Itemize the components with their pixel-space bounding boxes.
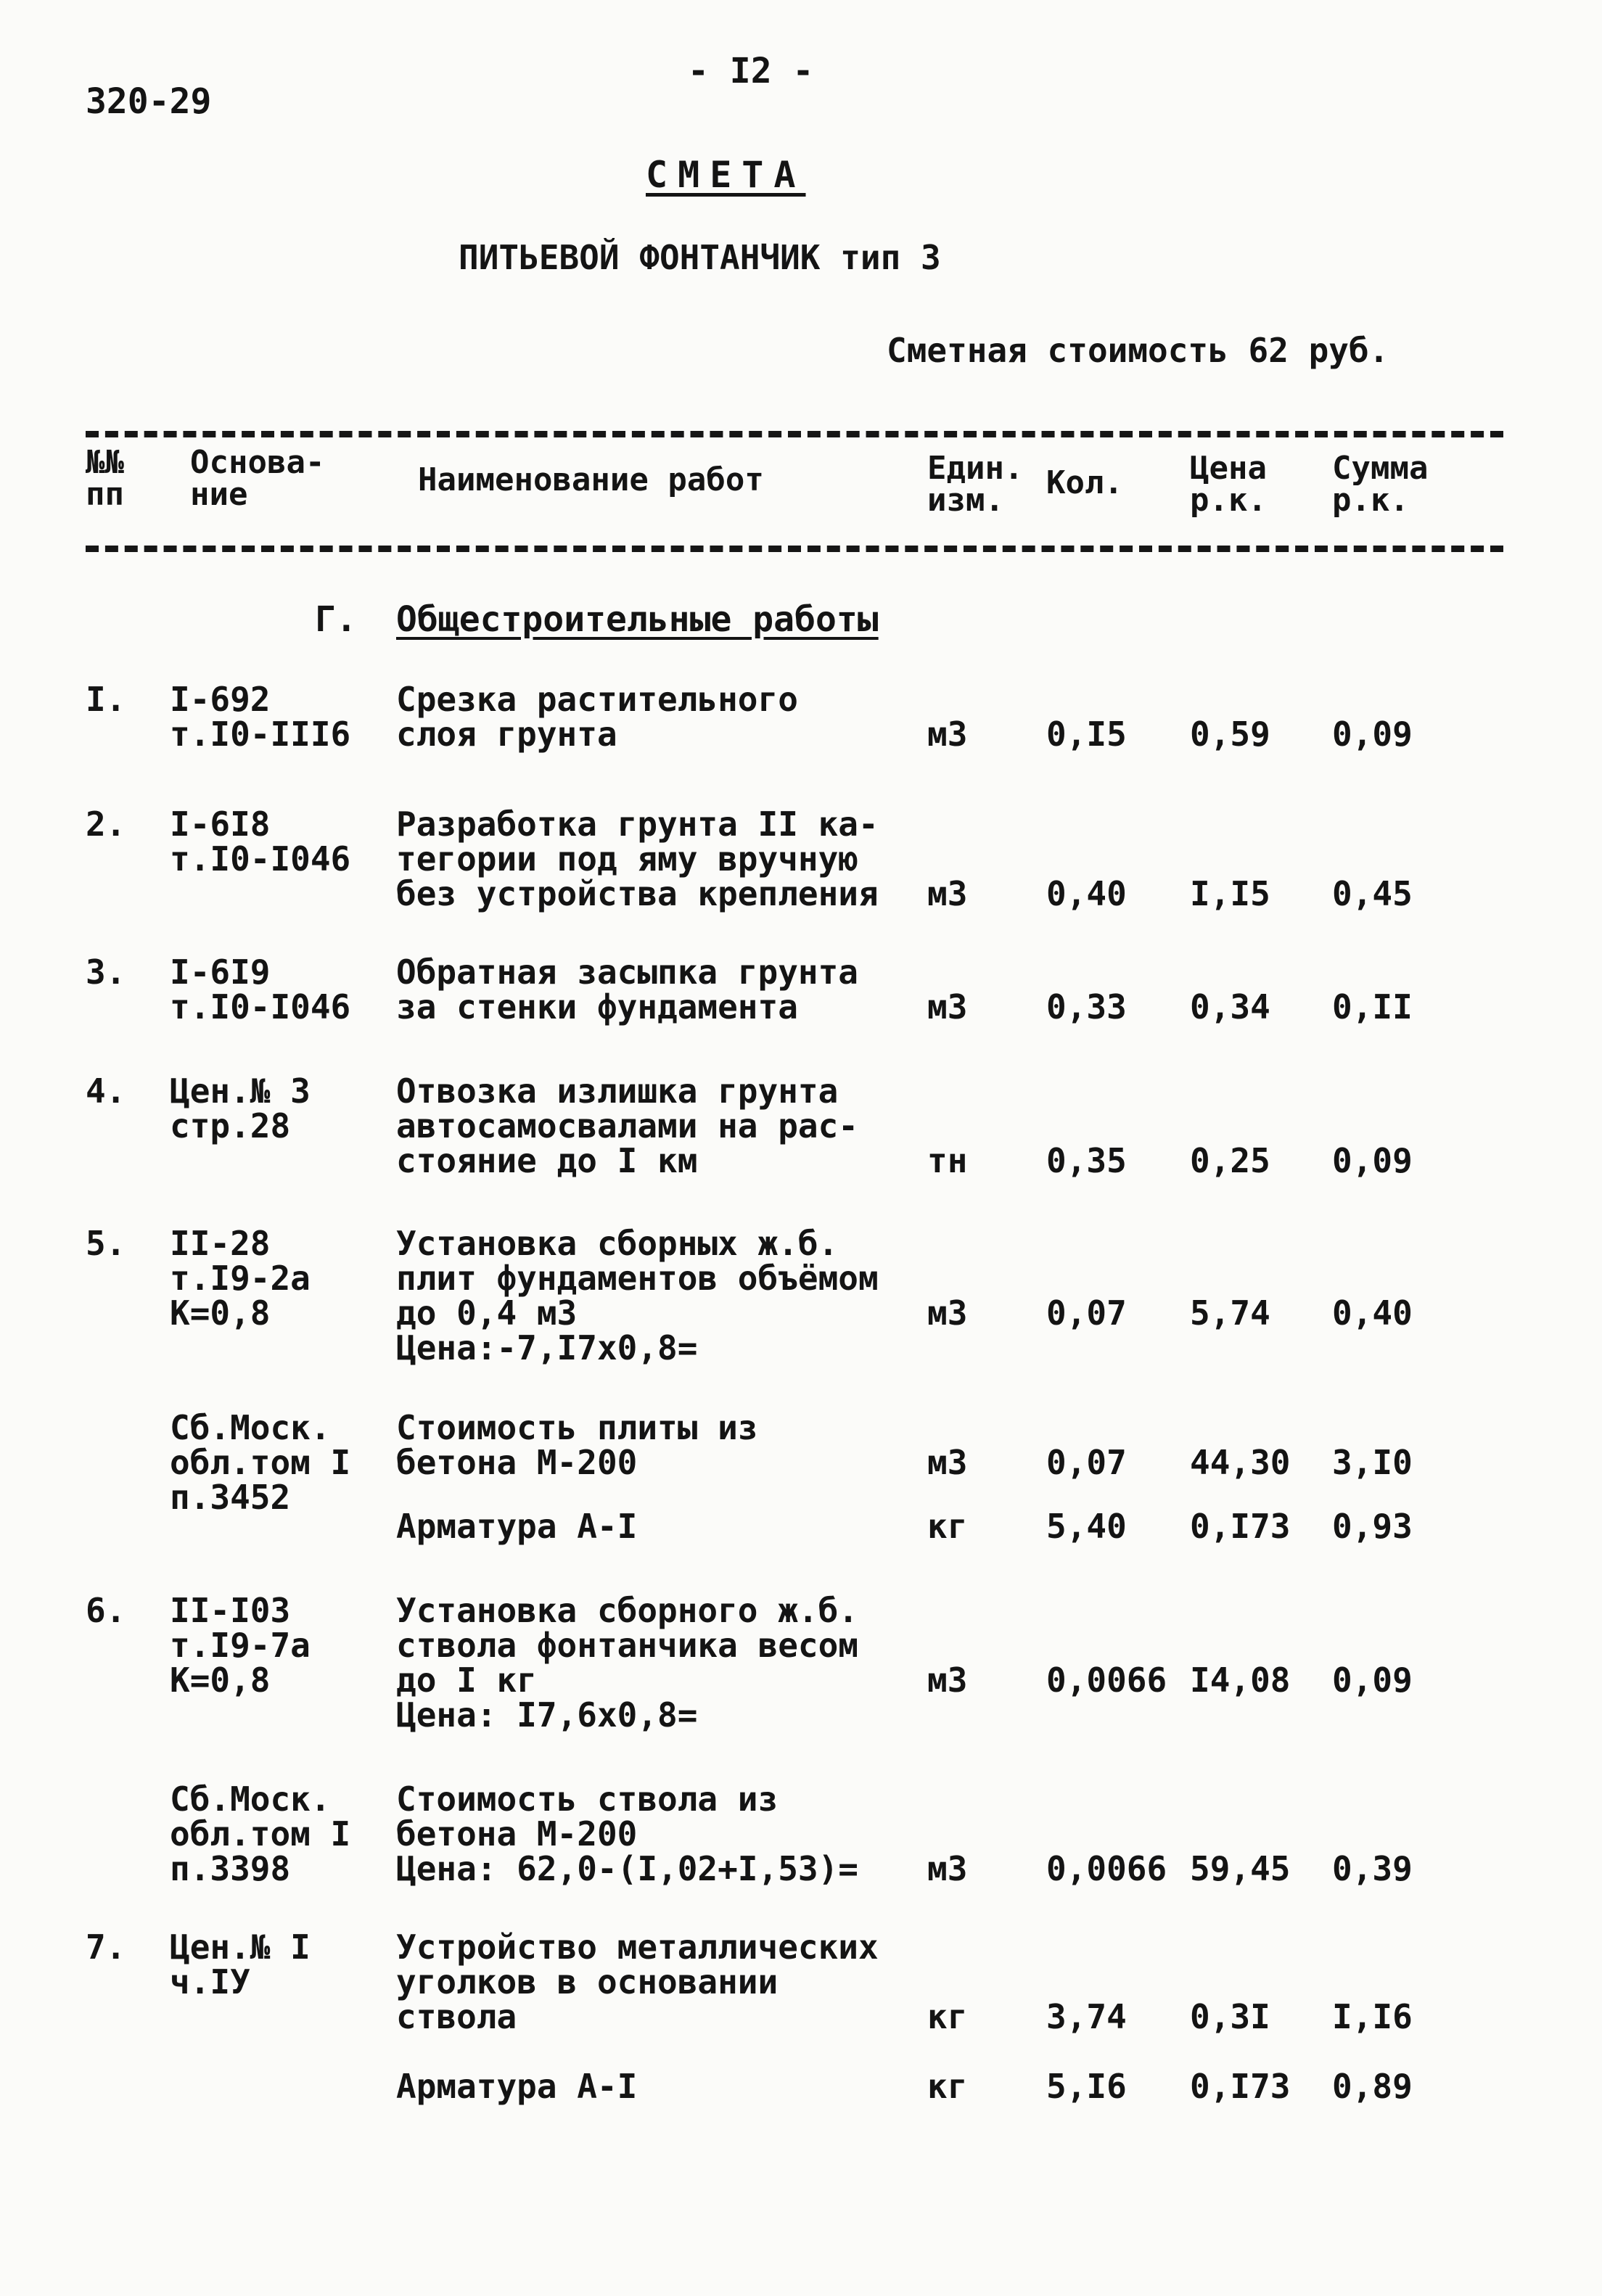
- row-basis: Сб.Моск. обл.том I п.3398: [170, 1779, 351, 1888]
- row-qty: 0,40: [1046, 874, 1127, 913]
- row-basis: II-28 т.I9-2а К=0,8: [170, 1224, 311, 1333]
- row-name: Устройство металлических уголков в основании ствола: [396, 1927, 879, 2036]
- row-num: 6.: [86, 1591, 126, 1630]
- row-sum: 0,39: [1332, 1849, 1413, 1888]
- row-num: 4.: [86, 1071, 126, 1111]
- row-name: Арматура А-I: [396, 1507, 638, 1546]
- row-qty: 0,07: [1046, 1443, 1127, 1482]
- row-sum: 0,40: [1332, 1293, 1413, 1333]
- row-name: Разработка грунта II ка- тегории под яму вручную без устройства крепления: [396, 805, 879, 913]
- row-sum: 0,09: [1332, 1661, 1413, 1700]
- row-qty: 0,33: [1046, 987, 1127, 1026]
- row-name: Установка сборных ж.б. плит фундаментов объёмом до 0,4 м3 Цена:-7,I7х0,8=: [396, 1224, 879, 1367]
- row-sum: 3,I0: [1332, 1443, 1413, 1482]
- row-qty: 0,0066: [1046, 1849, 1167, 1888]
- row-name: Установка сборного ж.б. ствола фонтанчика весом до I кг Цена: I7,6х0,8=: [396, 1591, 858, 1735]
- row-unit: м3: [927, 1661, 968, 1700]
- row-num: 7.: [86, 1927, 126, 1967]
- row-name: Срезка растительного слоя грунта: [396, 680, 798, 754]
- row-name: Отвозка излишка грунта автосамосвалами на рас- стояние до I км: [396, 1071, 858, 1180]
- row-price: 0,I73: [1190, 2067, 1291, 2106]
- row-qty: 3,74: [1046, 1997, 1127, 2036]
- row-qty: 0,35: [1046, 1141, 1127, 1180]
- row-price: 0,59: [1190, 715, 1270, 754]
- header-qty: Кол.: [1046, 464, 1123, 501]
- header-rule-top: [86, 431, 1503, 437]
- row-price: I4,08: [1190, 1661, 1291, 1700]
- row-basis: II-I03 т.I9-7а К=0,8: [170, 1591, 311, 1700]
- row-qty: 0,07: [1046, 1293, 1127, 1333]
- row-unit: м3: [927, 1293, 968, 1333]
- row-qty: 0,0066: [1046, 1661, 1167, 1700]
- row-num: I.: [86, 680, 126, 719]
- section-letter: Г.: [315, 599, 357, 640]
- row-price: 0,3I: [1190, 1997, 1270, 2036]
- header-rule-bottom: [86, 546, 1503, 552]
- row-sum: I,I6: [1332, 1997, 1413, 2036]
- header-name: Наименование работ: [418, 461, 764, 498]
- row-name: Стоимость ствола из бетона М-200 Цена: 62,0-(I,02+I,53)=: [396, 1779, 858, 1888]
- row-unit: м3: [927, 987, 968, 1026]
- row-unit: кг: [927, 2067, 968, 2106]
- row-name: Арматура А-I: [396, 2067, 638, 2106]
- row-basis: Цен.№ 3 стр.28: [170, 1071, 311, 1145]
- row-sum: 0,45: [1332, 874, 1413, 913]
- row-num: 2.: [86, 805, 126, 844]
- row-basis: I-6I9 т.I0-I046: [170, 952, 351, 1026]
- document-code: 320-29: [86, 81, 212, 122]
- section-title: Общестроительные работы: [396, 599, 879, 640]
- row-price: I,I5: [1190, 874, 1270, 913]
- row-sum: 0,09: [1332, 715, 1413, 754]
- row-unit: тн: [927, 1141, 968, 1180]
- row-name: Стоимость плиты из бетона М-200: [396, 1408, 758, 1482]
- row-unit: м3: [927, 1443, 968, 1482]
- row-price: 59,45: [1190, 1849, 1291, 1888]
- row-qty: 0,I5: [1046, 715, 1127, 754]
- row-basis: I-692 т.I0-III6: [170, 680, 351, 754]
- row-unit: м3: [927, 715, 968, 754]
- row-sum: 0,II: [1332, 987, 1413, 1026]
- row-price: 0,I73: [1190, 1507, 1291, 1546]
- row-sum: 0,09: [1332, 1141, 1413, 1180]
- row-basis: I-6I8 т.I0-I046: [170, 805, 351, 879]
- row-price: 0,25: [1190, 1141, 1270, 1180]
- row-basis: Цен.№ I ч.IУ: [170, 1927, 311, 2001]
- row-unit: кг: [927, 1997, 968, 2036]
- row-unit: м3: [927, 874, 968, 913]
- row-price: 0,34: [1190, 987, 1270, 1026]
- header-basis: Основа- ние: [190, 444, 325, 513]
- row-name: Обратная засыпка грунта за стенки фундамента: [396, 952, 858, 1026]
- header-unit: Един. изм.: [927, 450, 1024, 519]
- row-sum: 0,89: [1332, 2067, 1413, 2106]
- row-num: 3.: [86, 952, 126, 992]
- estimated-cost: Сметная стоимость 62 руб.: [887, 331, 1389, 370]
- row-qty: 5,I6: [1046, 2067, 1127, 2106]
- document-title: СМЕТА: [646, 154, 806, 196]
- row-sum: 0,93: [1332, 1507, 1413, 1546]
- header-sum: Сумма р.к.: [1332, 450, 1429, 519]
- row-num: 5.: [86, 1224, 126, 1263]
- row-price: 44,30: [1190, 1443, 1291, 1482]
- page-number: - I2 -: [688, 51, 814, 91]
- header-price: Цена р.к.: [1190, 450, 1267, 519]
- header-num: №№ пп: [86, 444, 124, 513]
- document-subtitle: ПИТЬЕВОЙ ФОНТАНЧИК тип 3: [459, 238, 941, 277]
- row-basis: Сб.Моск. обл.том I п.3452: [170, 1408, 351, 1517]
- row-price: 5,74: [1190, 1293, 1270, 1333]
- row-qty: 5,40: [1046, 1507, 1127, 1546]
- row-unit: кг: [927, 1507, 968, 1546]
- row-unit: м3: [927, 1849, 968, 1888]
